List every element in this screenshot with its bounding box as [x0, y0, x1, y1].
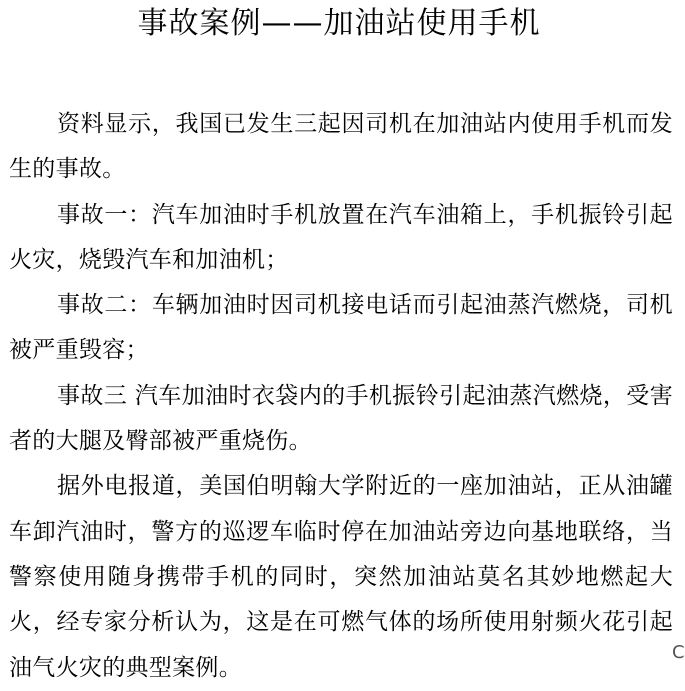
paragraph-foreign-report: 据外电报道，美国伯明翰大学附近的一座加油站，正从油罐车卸汽油时，警方的巡逻车临时停在加油站旁边向基地联络，当警察使用随身携带手机的同时，突然加油站莫名其妙地燃起大火，经专家分析认为，这是在可燃气体的场所使用射频火花引起油气火灾的典型案例。	[9, 473, 673, 681]
cropped-edge-glyph: C	[672, 642, 685, 663]
paragraph-accident-one: 事故一：汽车加油时手机放置在汽车油箱上，手机振铃引起火灾，烧毁汽车和加油机；	[9, 201, 673, 273]
paragraph-intro: 资料显示，我国已发生三起因司机在加油站内使用手机而发生的事故。	[9, 111, 673, 183]
paragraph-accident-three: 事故三 汽车加油时衣袋内的手机振铃引起油蒸汽燃烧，受害者的大腿及臀部被严重烧伤。	[9, 382, 673, 455]
article-body	[9, 102, 673, 691]
page-title: 事故案例——加油站使用手机	[137, 6, 541, 41]
paragraph-accident-two: 事故二：车辆加油时因司机接电话而引起油蒸汽燃烧，司机被严重毁容；	[9, 292, 673, 364]
